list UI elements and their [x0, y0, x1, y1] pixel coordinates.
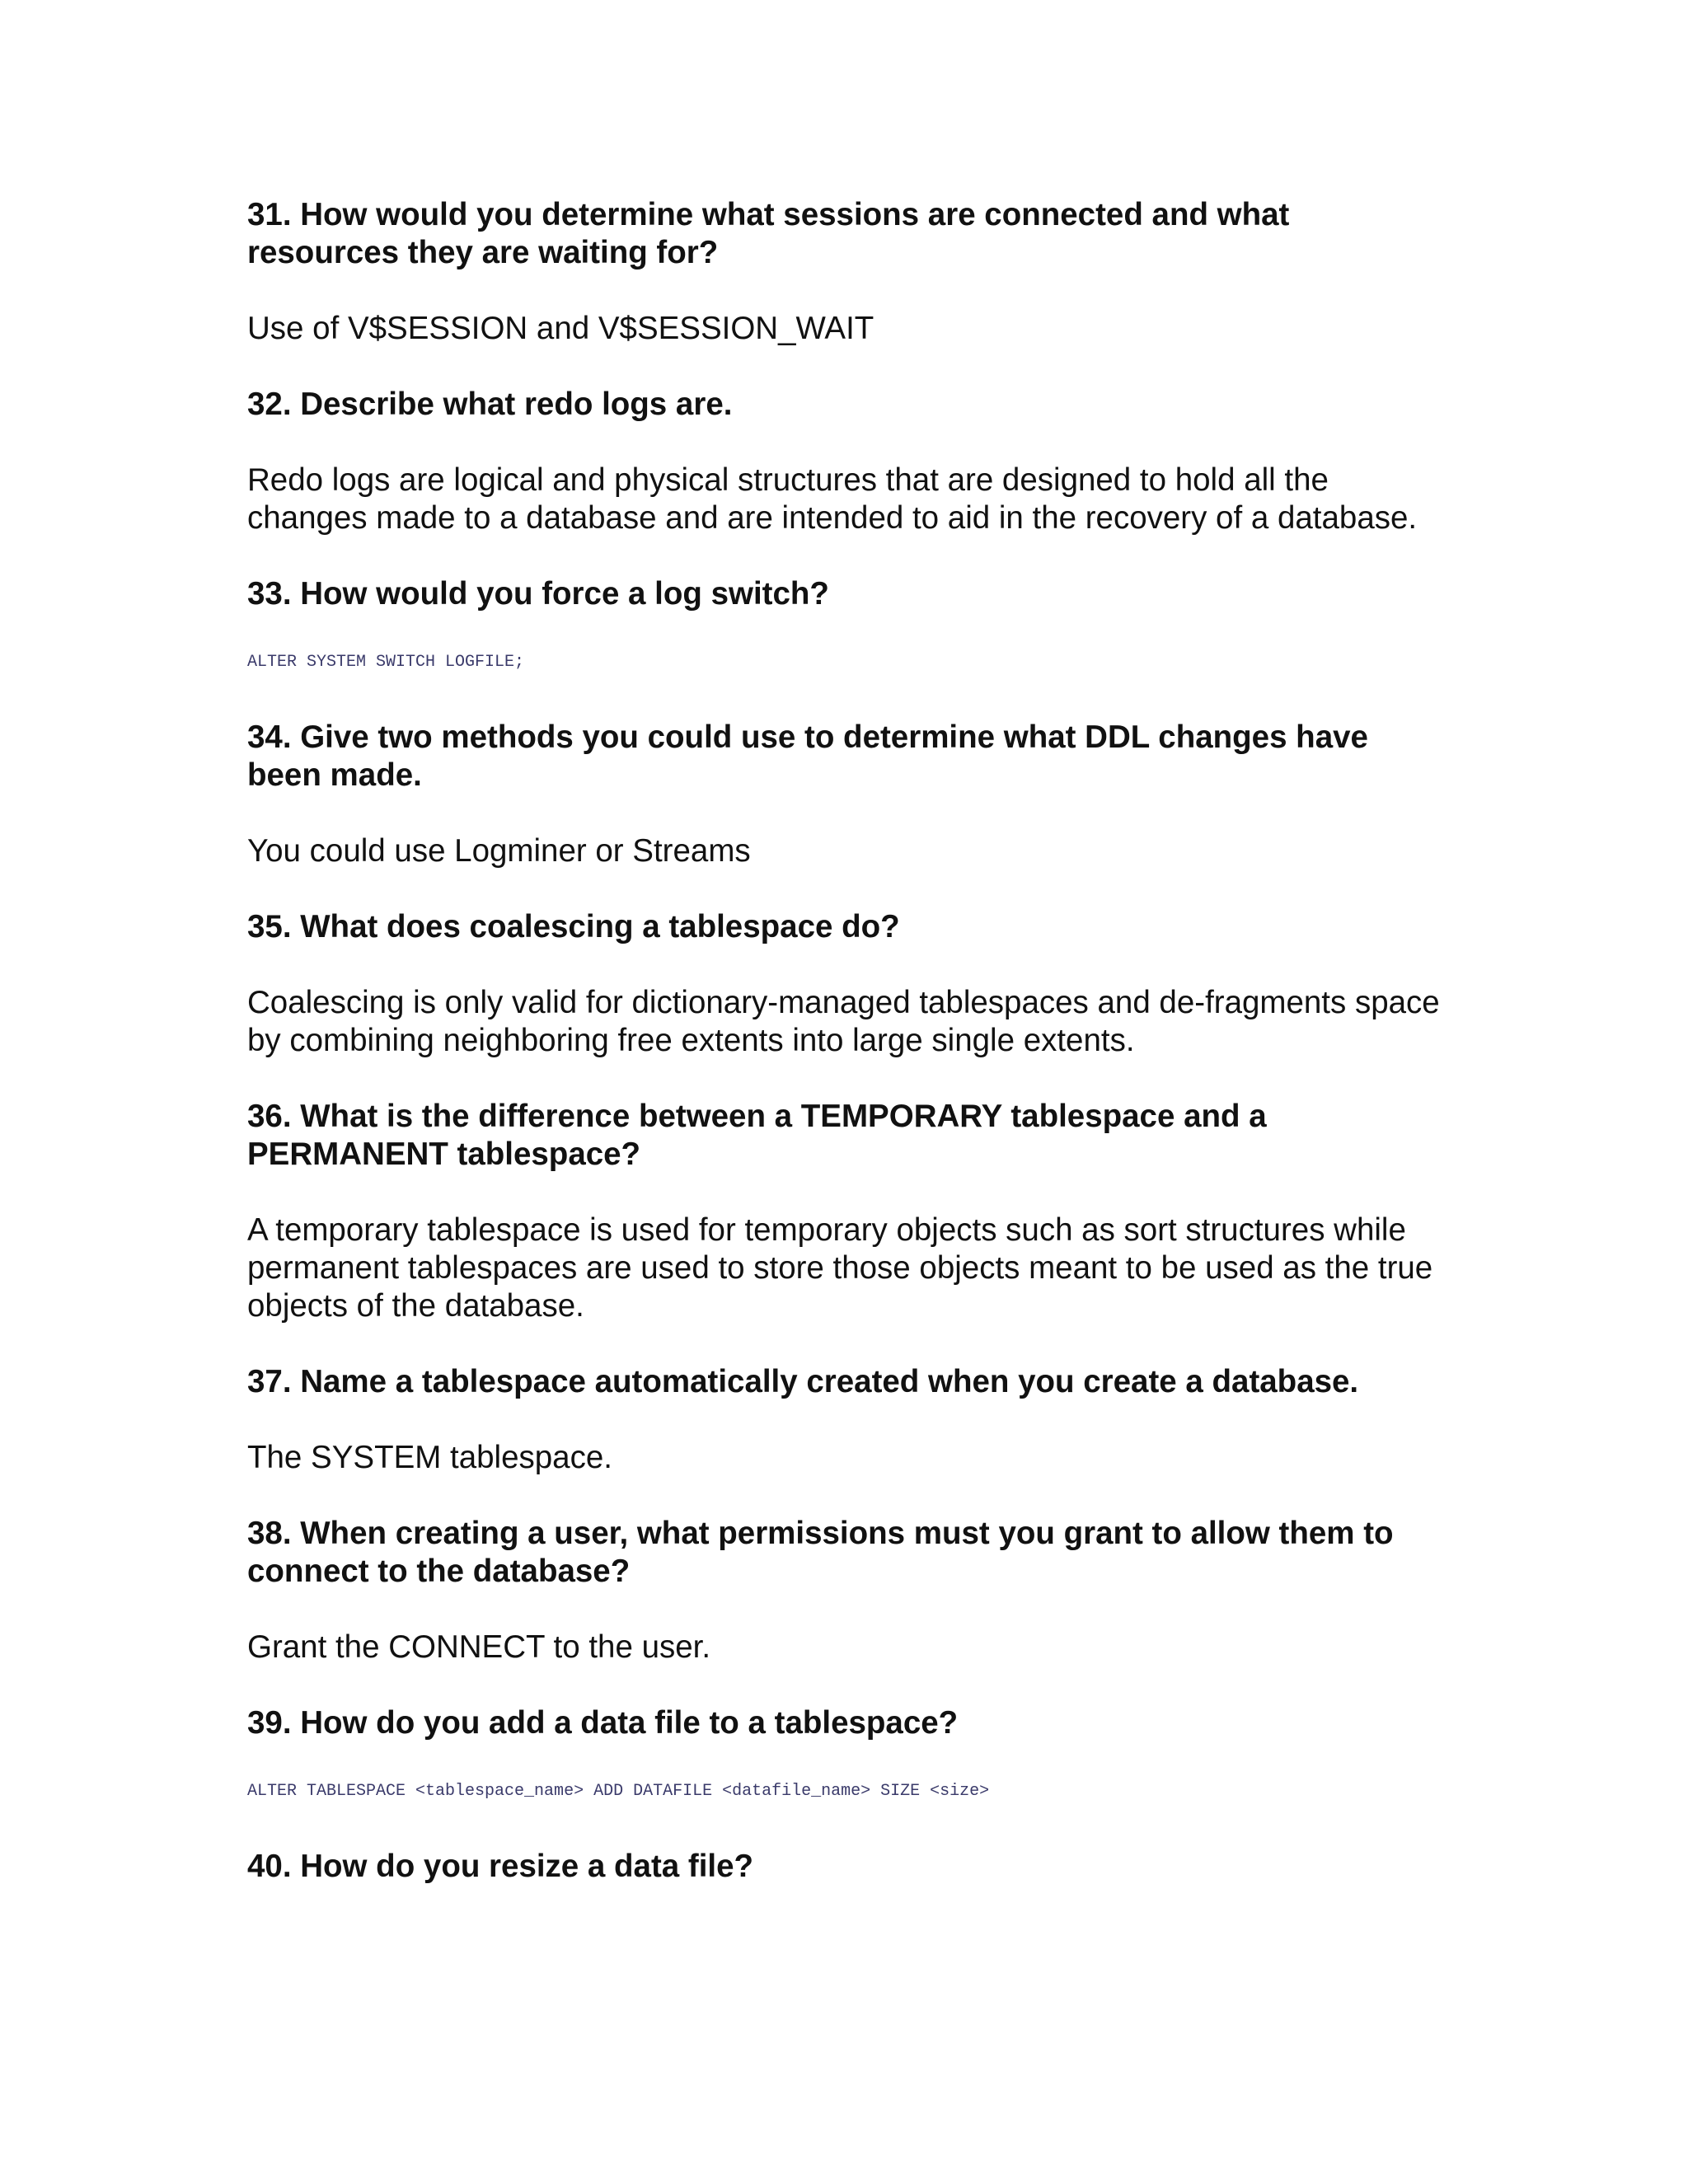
answer-31: Use of V$SESSION and V$SESSION_WAIT: [247, 311, 874, 346]
answer-36: A temporary tablespace is used for temporary objects such as sort structures while permanent tablespaces are used to store those objects meant to be used as the true objects of the database.: [247, 1212, 1433, 1324]
question-40: 40. How do you resize a data file?: [247, 1849, 754, 1884]
question-33: 33. How would you force a log switch?: [247, 576, 829, 612]
question-37: 37. Name a tablespace automatically created when you create a database.: [247, 1364, 1359, 1399]
answer-32: Redo logs are logical and physical structures that are designed to hold all the changes made to a database and are intended to aid in the recovery of a database.: [247, 462, 1418, 536]
question-35: 35. What does coalescing a tablespace do?: [247, 909, 900, 944]
code-33: ALTER SYSTEM SWITCH LOGFILE;: [247, 653, 525, 672]
answer-38: Grant the CONNECT to the user.: [247, 1629, 711, 1665]
answer-34: You could use Logminer or Streams: [247, 833, 751, 869]
question-38: 38. When creating a user, what permissions must you grant to allow them to connect to the database?: [247, 1516, 1394, 1589]
question-34: 34. Give two methods you could use to determine what DDL changes have been made.: [247, 719, 1368, 793]
question-32: 32. Describe what redo logs are.: [247, 387, 733, 422]
code-39: ALTER TABLESPACE <tablespace_name> ADD DATAFILE <datafile_name> SIZE <size>: [247, 1782, 990, 1801]
answer-35: Coalescing is only valid for dictionary-managed tablespaces and de-fragments space by combining neighboring free extents into large single extents.: [247, 985, 1440, 1058]
question-39: 39. How do you add a data file to a tablespace?: [247, 1705, 959, 1741]
question-31: 31. How would you determine what sessions are connected and what resources they are waiting for?: [247, 197, 1290, 270]
qa-list: [247, 196, 1442, 1924]
answer-37: The SYSTEM tablespace.: [247, 1440, 612, 1475]
question-36: 36. What is the difference between a TEMPORARY tablespace and a PERMANENT tablespace?: [247, 1099, 1267, 1172]
